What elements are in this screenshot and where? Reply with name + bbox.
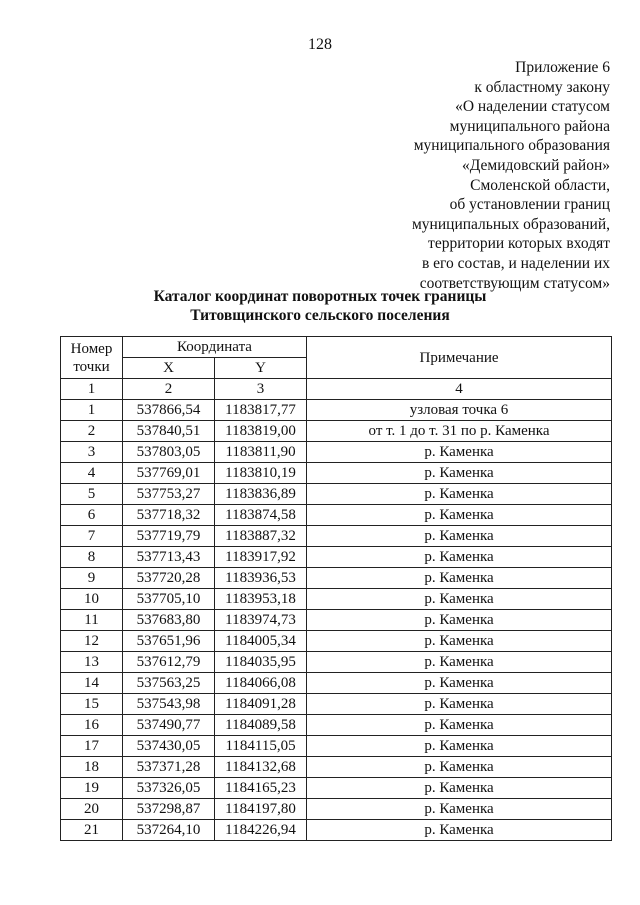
x-coordinate-cell: 537264,10 (123, 820, 215, 841)
appendix-line: Приложение 6 (515, 59, 610, 76)
y-coordinate-cell: 1183887,32 (215, 526, 307, 547)
point-number-cell: 11 (61, 610, 123, 631)
note-cell: р. Каменка (307, 778, 612, 799)
x-coordinate-cell: 537683,80 (123, 610, 215, 631)
table-row (61, 484, 612, 505)
point-number-cell: 21 (61, 820, 123, 841)
header-y: Y (215, 358, 307, 379)
note-cell: р. Каменка (307, 547, 612, 568)
header-point-number-label: Номер точки (70, 340, 113, 375)
x-coordinate-cell: 537298,87 (123, 799, 215, 820)
page-number: 128 (308, 36, 332, 53)
column-index: 3 (215, 379, 307, 400)
x-coordinate-cell: 537490,77 (123, 715, 215, 736)
x-coordinate-cell: 537840,51 (123, 421, 215, 442)
note-cell: узловая точка 6 (307, 400, 612, 421)
note-cell: р. Каменка (307, 505, 612, 526)
table-row (61, 589, 612, 610)
appendix-heading (412, 58, 610, 293)
table-row (61, 610, 612, 631)
header-point-number (61, 337, 123, 379)
appendix-line: соответствующим статусом» (419, 274, 610, 292)
point-number-cell: 1 (61, 400, 123, 421)
note-cell: р. Каменка (307, 736, 612, 757)
point-number-cell: 16 (61, 715, 123, 736)
point-number-cell: 7 (61, 526, 123, 547)
header-note: Примечание (307, 337, 612, 379)
x-coordinate-cell: 537803,05 (123, 442, 215, 463)
table-row (61, 694, 612, 715)
x-coordinate-cell: 537719,79 (123, 526, 215, 547)
x-coordinate-cell: 537866,54 (123, 400, 215, 421)
note-cell: р. Каменка (307, 484, 612, 505)
column-index: 1 (61, 379, 123, 400)
y-coordinate-cell: 1184115,05 (215, 736, 307, 757)
note-cell: р. Каменка (307, 652, 612, 673)
point-number-cell: 10 (61, 589, 123, 610)
appendix-line: Смоленской области, (470, 176, 610, 194)
point-number-cell: 5 (61, 484, 123, 505)
point-number-cell: 13 (61, 652, 123, 673)
point-number-cell: 12 (61, 631, 123, 652)
appendix-line: «Демидовский район» (462, 156, 610, 174)
x-coordinate-cell: 537705,10 (123, 589, 215, 610)
y-coordinate-cell: 1183917,92 (215, 547, 307, 568)
table-body (61, 400, 612, 841)
appendix-line: муниципального района (449, 117, 610, 135)
x-coordinate-cell: 537753,27 (123, 484, 215, 505)
note-cell: от т. 1 до т. 31 по р. Каменка (307, 421, 612, 442)
y-coordinate-cell: 1184165,23 (215, 778, 307, 799)
point-number-cell: 14 (61, 673, 123, 694)
title-line: Каталог координат поворотных точек границы (153, 288, 487, 305)
appendix-line: «О наделении статусом (455, 98, 610, 116)
header-coordinate: Координата (123, 337, 307, 358)
y-coordinate-cell: 1184089,58 (215, 715, 307, 736)
appendix-line: в его состав, и наделении их (421, 254, 610, 272)
x-coordinate-cell: 537713,43 (123, 547, 215, 568)
note-cell: р. Каменка (307, 820, 612, 841)
note-cell: р. Каменка (307, 673, 612, 694)
y-coordinate-cell: 1184197,80 (215, 799, 307, 820)
appendix-line: к областному закону (474, 78, 610, 96)
x-coordinate-cell: 537430,05 (123, 736, 215, 757)
y-coordinate-cell: 1184035,95 (215, 652, 307, 673)
note-cell: р. Каменка (307, 568, 612, 589)
appendix-line: муниципального образования (413, 137, 610, 155)
table-row (61, 736, 612, 757)
note-cell: р. Каменка (307, 715, 612, 736)
note-cell: р. Каменка (307, 589, 612, 610)
note-cell: р. Каменка (307, 799, 612, 820)
y-coordinate-cell: 1183810,19 (215, 463, 307, 484)
column-index: 2 (123, 379, 215, 400)
point-number-cell: 3 (61, 442, 123, 463)
table-row (61, 715, 612, 736)
x-coordinate-cell: 537612,79 (123, 652, 215, 673)
y-coordinate-cell: 1184066,08 (215, 673, 307, 694)
y-coordinate-cell: 1184226,94 (215, 820, 307, 841)
table-row (61, 463, 612, 484)
title-line: Титовщинского сельского поселения (190, 307, 450, 324)
table-row (61, 421, 612, 442)
point-number-cell: 2 (61, 421, 123, 442)
column-index-row (61, 379, 612, 400)
point-number-cell: 9 (61, 568, 123, 589)
appendix-line: территории которых входят (428, 235, 610, 253)
y-coordinate-cell: 1183817,77 (215, 400, 307, 421)
table-row (61, 631, 612, 652)
point-number-cell: 20 (61, 799, 123, 820)
document-title (0, 287, 640, 325)
y-coordinate-cell: 1183874,58 (215, 505, 307, 526)
y-coordinate-cell: 1183936,53 (215, 568, 307, 589)
table-row (61, 799, 612, 820)
note-cell: р. Каменка (307, 442, 612, 463)
header-x: X (123, 358, 215, 379)
point-number-cell: 8 (61, 547, 123, 568)
y-coordinate-cell: 1184005,34 (215, 631, 307, 652)
table-row (61, 547, 612, 568)
note-cell: р. Каменка (307, 463, 612, 484)
point-number-cell: 6 (61, 505, 123, 526)
table-row (61, 757, 612, 778)
x-coordinate-cell: 537326,05 (123, 778, 215, 799)
coordinates-table (60, 336, 612, 841)
point-number-cell: 18 (61, 757, 123, 778)
y-coordinate-cell: 1183836,89 (215, 484, 307, 505)
appendix-line: об установлении границ (449, 196, 610, 214)
x-coordinate-cell: 537371,28 (123, 757, 215, 778)
x-coordinate-cell: 537651,96 (123, 631, 215, 652)
table-row (61, 442, 612, 463)
x-coordinate-cell: 537543,98 (123, 694, 215, 715)
table-row (61, 568, 612, 589)
x-coordinate-cell: 537718,32 (123, 505, 215, 526)
note-cell: р. Каменка (307, 694, 612, 715)
table-row (61, 526, 612, 547)
y-coordinate-cell: 1184091,28 (215, 694, 307, 715)
x-coordinate-cell: 537720,28 (123, 568, 215, 589)
note-cell: р. Каменка (307, 526, 612, 547)
table-row (61, 400, 612, 421)
table-row (61, 652, 612, 673)
note-cell: р. Каменка (307, 757, 612, 778)
y-coordinate-cell: 1183819,00 (215, 421, 307, 442)
appendix-line: муниципальных образований, (412, 215, 610, 233)
x-coordinate-cell: 537563,25 (123, 673, 215, 694)
note-cell: р. Каменка (307, 610, 612, 631)
point-number-cell: 19 (61, 778, 123, 799)
y-coordinate-cell: 1183811,90 (215, 442, 307, 463)
point-number-cell: 4 (61, 463, 123, 484)
note-cell: р. Каменка (307, 631, 612, 652)
table-row (61, 820, 612, 841)
y-coordinate-cell: 1183953,18 (215, 589, 307, 610)
table-row (61, 778, 612, 799)
y-coordinate-cell: 1184132,68 (215, 757, 307, 778)
y-coordinate-cell: 1183974,73 (215, 610, 307, 631)
table-row (61, 673, 612, 694)
point-number-cell: 17 (61, 736, 123, 757)
x-coordinate-cell: 537769,01 (123, 463, 215, 484)
point-number-cell: 15 (61, 694, 123, 715)
table-row (61, 505, 612, 526)
column-index: 4 (307, 379, 612, 400)
